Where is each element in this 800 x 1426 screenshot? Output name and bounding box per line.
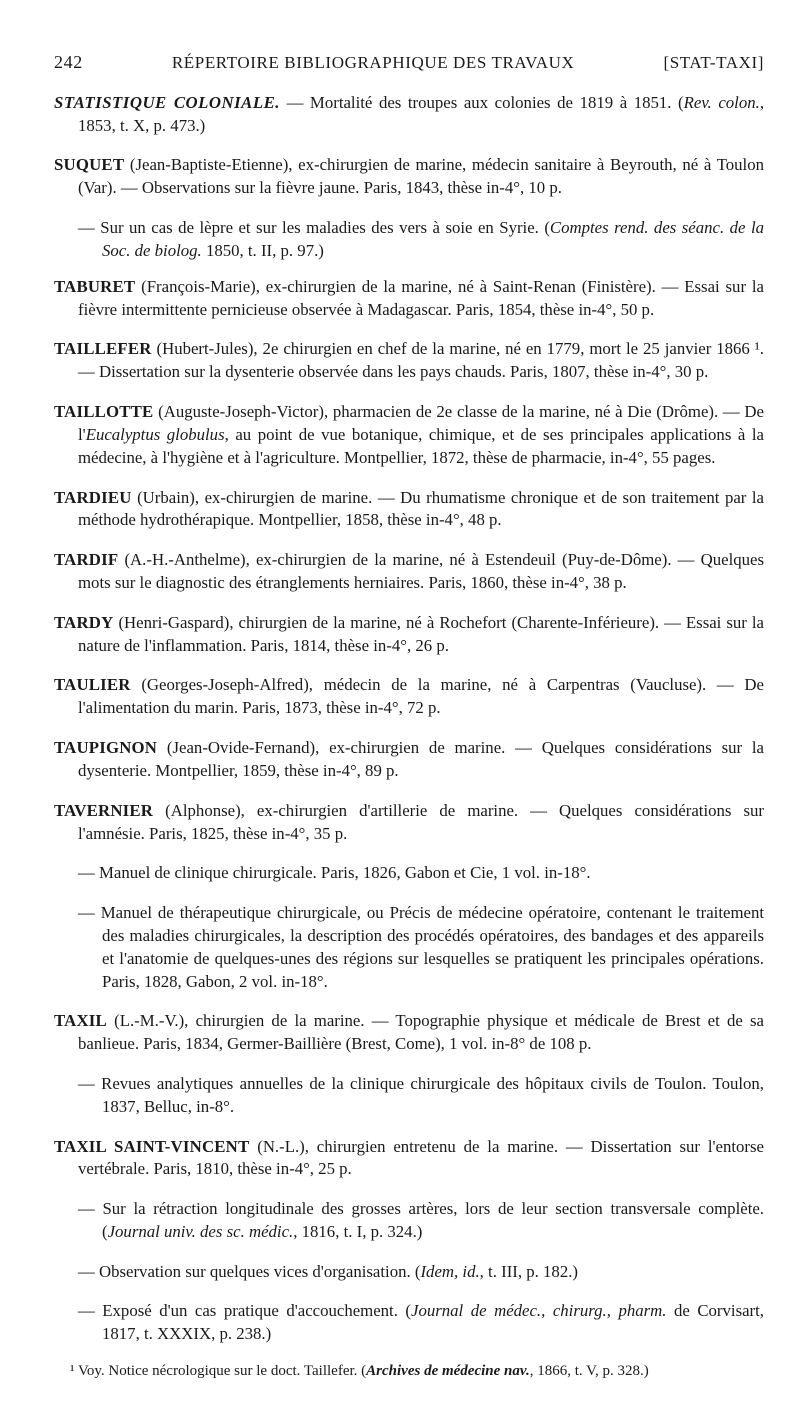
entry-text: (François-Marie), ex-chirurgien de la marine, né à Saint-Renan (Finistère). — Essai sur la fièvre intermittente pernicieuse observée à Madagascar. Paris, 1854, thèse in-4°, 50 p.: [78, 276, 764, 319]
footnote: [54, 1362, 764, 1381]
entry-text: (N.-L.), chirurgien entretenu de la marine. — Dissertation sur l'entorse vertébrale. Paris, 1810, thèse in-4°, 25 p.: [78, 1136, 764, 1179]
work-reference: Comptes rend. des séanc. de la Soc. de biolog.: [102, 218, 764, 260]
work-text: — Manuel de clinique chirurgicale. Paris, 1826, Gabon et Cie, 1 vol. in-18°.: [78, 863, 591, 883]
footnote-text-b: , 1866, t. V, p. 328.): [529, 1363, 649, 1380]
entry-taxil-saint-vincent-work-1: [78, 1198, 764, 1244]
entry-headword: STATISTIQUE COLONIALE.: [54, 92, 280, 112]
entry-tavernier-work-2: [78, 902, 764, 994]
entry-text: (Alphonse), ex-chirurgien d'artillerie de marine. — Quelques considérations sur l'amnésie. Paris, 1825, thèse in-4°, 35 p.: [78, 800, 764, 843]
entry-reference: Rev. colon.: [683, 92, 760, 112]
work-text: — Observation sur quelques vices d'organisation. (: [78, 1261, 421, 1281]
entry-text: — Mortalité des troupes aux colonies de 1819 à 1851. (: [280, 92, 684, 112]
entry-text: (Jean-Baptiste-Etienne), ex-chirurgien de marine, médecin sanitaire à Beyrouth, né à Toulon (Var). — Observations sur la fièvre jaune. Paris, 1843, thèse in-4°, 10 p.: [78, 155, 764, 198]
footnote-text-a: ¹ Voy. Notice nécrologique sur le doct. Taillefer. (: [70, 1363, 367, 1380]
work-text-continued: 1850, t. II, p. 97.): [201, 240, 324, 260]
entry-tavernier: [54, 800, 764, 846]
entry-tardy: [54, 612, 764, 658]
entry-taxil-saint-vincent-work-2: [78, 1261, 764, 1284]
entry-headword: TARDIF: [54, 550, 119, 570]
entry-taxil-work-1: [78, 1073, 764, 1119]
work-reference: Journal univ. des sc. médic.: [107, 1222, 294, 1242]
entry-taillotte: [54, 401, 764, 470]
entry-text: (Hubert-Jules), 2e chirurgien en chef de la marine, né en 1779, mort le 25 janvier 1866 ¹. — Dissertation sur la dysenterie observée dans les pays chauds. Paris, 1807, thèse in-4°, 30 p.: [78, 339, 764, 382]
entry-text: (Georges-Joseph-Alfred), médecin de la marine, né à Carpentras (Vaucluse). — De l'alimentation du marin. Paris, 1873, thèse in-4°, 72 p.: [78, 675, 764, 718]
entry-headword: TARDIEU: [54, 487, 132, 507]
work-text: — Sur un cas de lèpre et sur les maladies des vers à soie en Syrie. (: [78, 218, 550, 238]
running-title: RÉPERTOIRE BIBLIOGRAPHIQUE DES TRAVAUX: [171, 53, 575, 72]
entry-taxil-saint-vincent-work-3: [78, 1300, 764, 1346]
entry-text: (Jean-Ovide-Fernand), ex-chirurgien de marine. — Quelques considérations sur la dysenterie. Montpellier, 1859, thèse in-4°, 89 p.: [78, 738, 764, 780]
footnote-source: Archives de médecine nav.: [366, 1363, 530, 1380]
work-reference: Journal de médec., chirurg., pharm.: [411, 1301, 667, 1321]
entry-suquet-work-1: [78, 217, 764, 263]
work-text-continued: , 1816, t. I, p. 324.): [293, 1222, 423, 1242]
entry-headword: TAILLOTTE: [54, 402, 154, 422]
entry-headword: TARDY: [54, 612, 114, 632]
work-text: — Exposé d'un cas pratique d'accouchement. (: [78, 1301, 412, 1321]
entry-taillefer: [54, 338, 764, 384]
entry-taxil: [54, 1010, 764, 1056]
entry-text: (Henri-Gaspard), chirurgien de la marine, né à Rochefort (Charente-Inférieure). — Essai sur la nature de l'inflammation. Paris, 1814, thèse in-4°, 26 p.: [78, 612, 764, 655]
entry-text: (Urbain), ex-chirurgien de marine. — Du rhumatisme chronique et de son traitement par la méthode hydrothérapique. Montpellier, 1858, thèse in-4°, 48 p.: [78, 487, 764, 530]
work-text-continued: , t. III, p. 182.): [479, 1261, 578, 1281]
entry-headword: SUQUET: [54, 155, 125, 175]
work-text: — Manuel de thérapeutique chirurgicale, ou Précis de médecine opératoire, contenant le traitement des maladies chirurgicales, la description des procédés opératoires, des bandages et des appareils et l'anatomie de quelques-unes des régions sur lesquelles se pratiquent les principales opérations. Paris, 1828, Gabon, 2 vol. in-18°.: [78, 902, 764, 991]
entry-tavernier-work-1: [78, 862, 764, 885]
entry-headword: TABURET: [54, 276, 136, 296]
section-range: [STAT-TAXI]: [663, 53, 764, 72]
work-text: — Revues analytiques annuelles de la clinique chirurgicale des hôpitaux civils de Toulon. Toulon, 1837, Belluc, in-8°.: [78, 1073, 764, 1116]
bibliography-entries: [54, 92, 764, 1347]
entry-taburet: [54, 276, 764, 322]
entry-text-continued: , au point de vue botanique, chimique, et de ses principales applications à la médecine, à l'hygiène et à l'agriculture. Montpellier, 1872, thèse de pharmacie, in-4°, 55 pages.: [78, 424, 764, 467]
entry-statistique: [54, 92, 765, 138]
work-reference: Idem, id.: [420, 1261, 480, 1281]
entry-text: (A.-H.-Anthelme), ex-chirurgien de la marine, né à Estendeuil (Puy-de-Dôme). — Quelques mots sur le diagnostic des étranglements herniaires. Paris, 1860, thèse in-4°, 38 p.: [78, 550, 764, 593]
entry-headword: TAXIL: [54, 1011, 107, 1031]
entry-taxil-saint-vincent: [54, 1136, 764, 1182]
entry-text: (L.-M.-V.), chirurgien de la marine. — Topographie physique et médicale de Brest et de sa banlieue. Paris, 1834, Germer-Baillière (Brest, Come), 1 vol. in-8° de 108 p.: [78, 1011, 764, 1054]
entry-suquet: [54, 154, 764, 200]
entry-headword: TAVERNIER: [54, 800, 154, 820]
entry-text-continued: , 1853, t. X, p. 473.): [78, 92, 765, 135]
entry-reference: Eucalyptus globulus: [85, 424, 225, 444]
entry-tardif: [54, 549, 764, 595]
entry-text: (Auguste-Joseph-Victor), pharmacien de 2e classe de la marine, né à Die (Drôme). — De l': [78, 402, 764, 444]
entry-taulier: [54, 674, 764, 720]
entry-headword: TAULIER: [54, 675, 131, 695]
work-text: — Sur la rétraction longitudinale des grosses artères, lors de leur section transversale complète. (: [78, 1199, 764, 1242]
entry-headword: TAUPIGNON: [54, 738, 158, 757]
running-header: [54, 50, 764, 75]
entry-headword: TAILLEFER: [54, 339, 152, 359]
work-text-continued: de Corvisart, 1817, t. XXXIX, p. 238.): [102, 1301, 764, 1344]
page-number: 242: [54, 52, 83, 72]
entry-tardieu: [54, 487, 764, 533]
entry-headword: TAXIL SAINT-VINCENT: [54, 1136, 250, 1156]
entry-taupignon: [54, 737, 764, 783]
